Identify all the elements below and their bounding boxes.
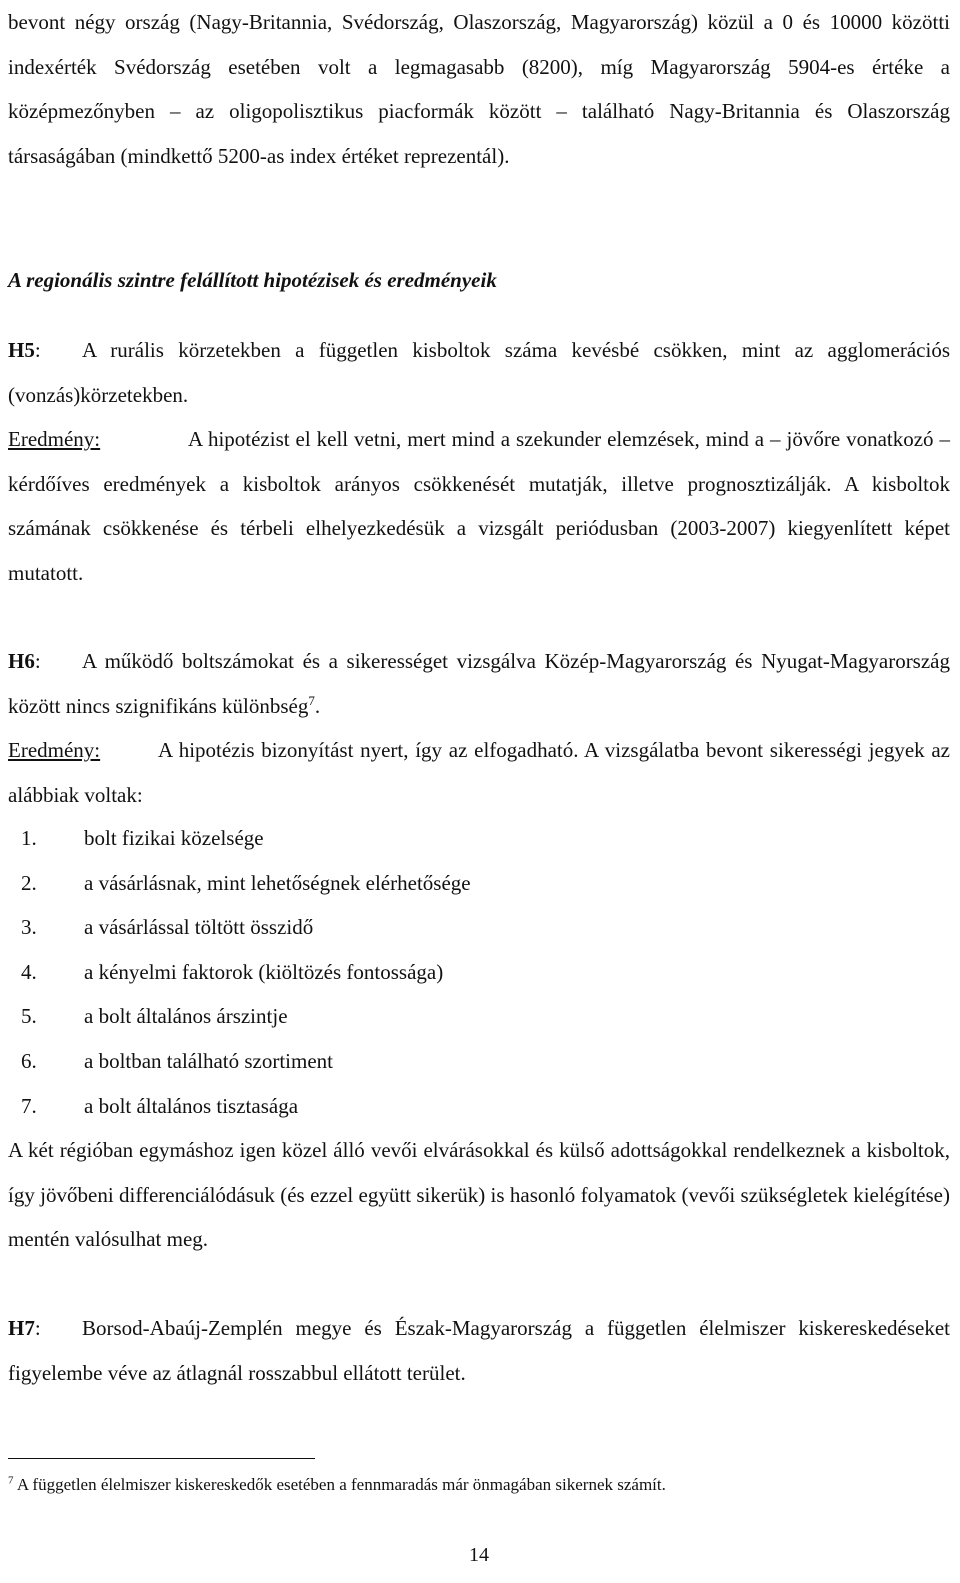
h7-colon: : <box>34 1316 41 1340</box>
list-item-text: a vásárlásnak, mint lehetőségnek elérhetősége <box>84 870 471 895</box>
list-item-text: a bolt általános tisztasága <box>84 1093 299 1118</box>
list-item-text: a bolt általános árszintje <box>84 1004 288 1029</box>
h5-colon: : <box>34 338 41 362</box>
list-item <box>8 1039 950 1084</box>
list-item-number: 3. <box>21 915 37 940</box>
list-item-number: 5. <box>21 1004 37 1029</box>
list-item-number: 1. <box>21 826 37 850</box>
list-item <box>8 994 950 1039</box>
list-item <box>8 861 950 906</box>
h6-colon: : <box>34 649 41 673</box>
h5-paragraph <box>8 328 950 417</box>
h6-text: A működő boltszámokat és a sikerességet vizsgálva Közép-Magyarország és Nyugat-Magyarország között nincs szignifikáns különbség <box>8 649 950 718</box>
success-factors-list <box>8 816 950 1128</box>
list-item-number: 4. <box>21 959 37 984</box>
footnote-number: 7 <box>8 1474 14 1487</box>
h5-label-wrap <box>8 328 82 373</box>
list-item <box>8 1084 950 1129</box>
footnote-text: A független élelmiszer kiskereskedők esetében a fennmaradás már önmagában sikernek számít. <box>16 1475 666 1494</box>
h5-result-label: Eredmény: <box>8 427 101 451</box>
h7-text: Borsod-Abaúj-Zemplén megye és Észak-Magyarország a független élelmiszer kiskereskedéseket figyelembe véve az átlagnál rosszabbul ellátott terület. <box>8 1316 950 1385</box>
h6-result-text: A hipotézis bizonyítást nyert, így az elfogadható. A vizsgálatba bevont sikerességi jegyek az alábbiak voltak: <box>8 738 950 807</box>
list-item <box>8 816 950 861</box>
h7-label-wrap <box>8 1306 82 1351</box>
footnote-ref[interactable]: 7 <box>308 692 315 708</box>
h6-result-label: Eredmény: <box>8 738 101 762</box>
footnote <box>8 1470 950 1500</box>
intro-text: bevont négy ország (Nagy-Britannia, Svédország, Olaszország, Magyarország) közül a 0 és 10000 közötti indexérték Svédország esetében volt a legmagasabb (8200), míg Magyarország 5904-es értéke a középmezőnyben – az oligopolisztikus piacformák között – található Nagy-Britannia és Olaszország társaságában (mindkettő 5200-as index értéket reprezentál). <box>8 10 950 168</box>
h6-label-wrap <box>8 639 82 684</box>
list-item-number: 2. <box>21 870 37 895</box>
h7-label: H7 <box>8 1316 35 1340</box>
list-item-text: a kényelmi faktorok (kiöltözés fontossága) <box>84 959 444 984</box>
h6-text-end: . <box>314 693 321 718</box>
list-item <box>8 905 950 950</box>
list-item-text: a boltban található szortiment <box>84 1048 334 1073</box>
h6-paragraph <box>8 639 950 728</box>
h7-paragraph <box>8 1306 950 1395</box>
list-item-text: bolt fizikai közelsége <box>84 826 264 850</box>
intro-paragraph <box>8 0 950 178</box>
section-heading: A regionális szintre felállított hipotézisek és eredményeik <box>8 268 497 292</box>
list-item-number: 6. <box>21 1048 37 1073</box>
list-item <box>8 950 950 995</box>
page-number: 14 <box>469 1544 489 1566</box>
footnote-divider <box>8 1458 315 1459</box>
list-item-text: a vásárlással töltött összidő <box>84 915 314 940</box>
h6-closing-paragraph <box>8 1128 950 1262</box>
h6-label: H6 <box>8 649 35 673</box>
h5-result-paragraph <box>8 417 950 595</box>
h5-result-text: A hipotézist el kell vetni, mert mind a szekunder elemzések, mind a – jövőre vonatkozó – kérdőíves eredmények a kisboltok arányos csökkenését mutatják, illetve prognosztizálják. A kisboltok számának csökkenése és térbeli elhelyezkedésük a vizsgált periódusban (2003-2007) kiegyenlített képet mutatott. <box>8 427 950 585</box>
list-item-number: 7. <box>21 1093 37 1118</box>
h5-label: H5 <box>8 338 35 362</box>
h6-closing-text: A két régióban egymáshoz igen közel álló vevői elvárásokkal és külső adottságokkal rendelkeznek a kisboltok, így jövőbeni differenciálódásuk (és ezzel együtt sikerük) is hasonló folyamatok (vevői szükségletek kielégítése) mentén valósulhat meg. <box>8 1138 950 1251</box>
h6-result-paragraph <box>8 728 950 817</box>
h5-text: A rurális körzetekben a független kisboltok száma kevésbé csökken, mint az agglomerációs (vonzás)körzetekben. <box>8 338 950 407</box>
